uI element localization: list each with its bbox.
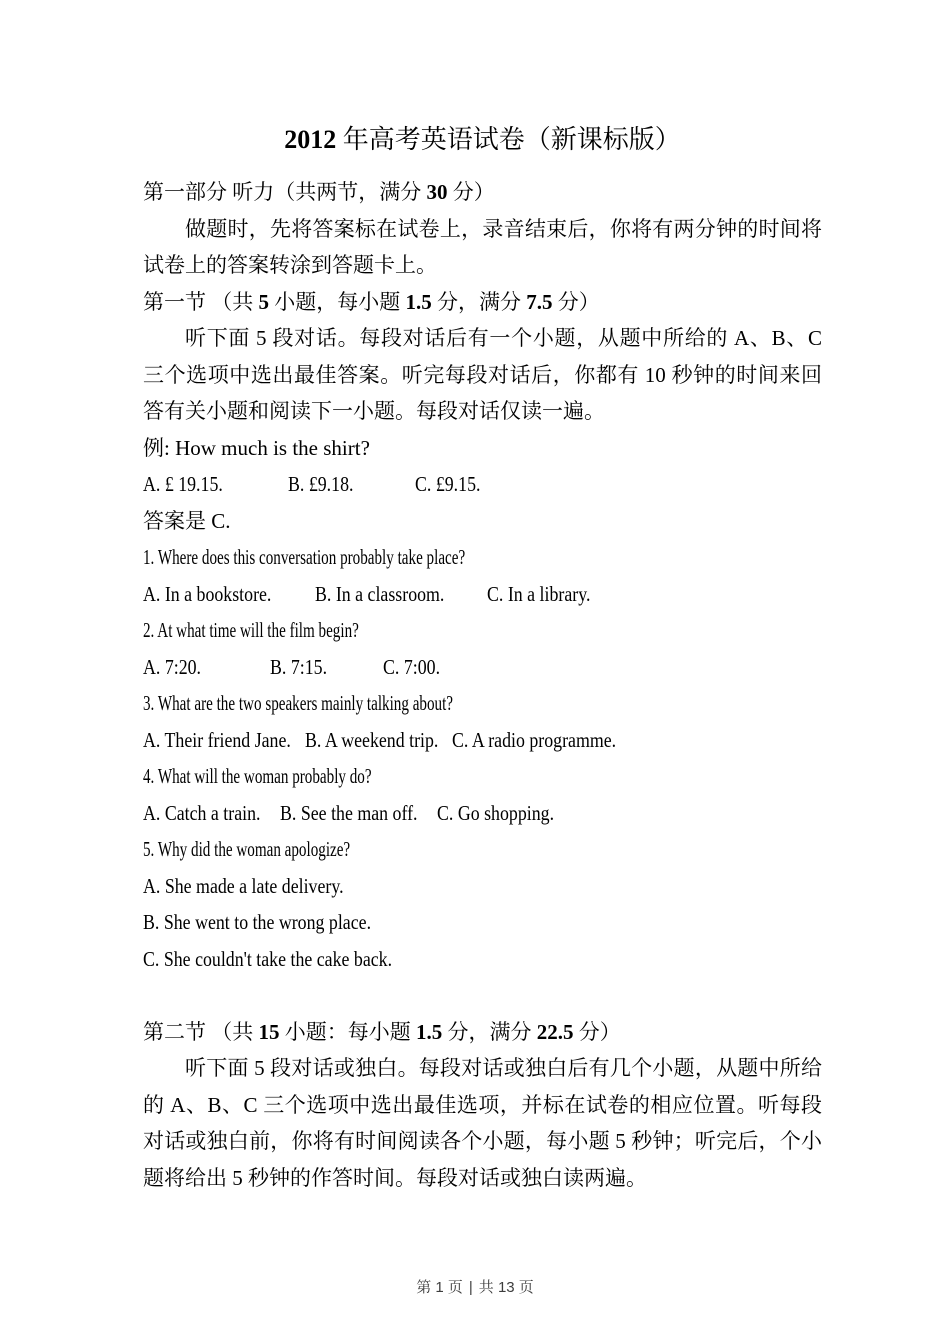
question-3-option-c: C. A radio programme. — [452, 727, 617, 752]
question-3-options-row — [143, 722, 822, 759]
section1-instructions: 听下面 5 段对话。每段对话后有一个小题，从题中所给的 A、B、C 三个选项中选出最佳答案。听完每段对话后，你都有 10 秒钟的时间来回答有关小题和阅读下一小题。每段对话仅读一遍。 — [143, 326, 822, 423]
question-1-options-row — [143, 576, 822, 613]
section2-heading-count: 15 — [258, 1019, 280, 1044]
question-1-option-a: A. In a bookstore. — [143, 581, 272, 606]
question-2-option-b: B. 7:15. — [270, 654, 328, 679]
question-4-prompt: 4. What will the woman probably do? — [143, 764, 372, 788]
question-1-option-b: B. In a classroom. — [315, 581, 445, 606]
example-option-b: B. £9.18. — [288, 472, 354, 496]
section2-heading-text-3: 分，满分 — [442, 1019, 537, 1044]
example-options-row — [143, 466, 822, 503]
title-text: 年高考英语试卷（新课标版） — [336, 125, 681, 154]
footer-current-page: 第 1 页 — [416, 1279, 463, 1296]
question-1-prompt: 1. Where does this conversation probably take place? — [143, 545, 466, 569]
question-4-option-c: C. Go shopping. — [437, 800, 555, 825]
section1-heading-text-1: 第一节 （共 — [143, 289, 259, 314]
part1-heading-score: 30 — [426, 180, 448, 204]
document-content — [143, 120, 822, 1196]
section1-heading-points-each: 1.5 — [405, 289, 432, 314]
question-5-option-a: A. She made a late delivery. — [143, 873, 344, 898]
question-4-option-a: A. Catch a train. — [143, 800, 261, 825]
document-title — [143, 120, 822, 160]
title-year: 2012 — [284, 125, 337, 154]
part1-heading-text: 第一部分 听力（共两节，满分 — [143, 180, 427, 204]
question-5-option-c: C. She couldn't take the cake back. — [143, 946, 393, 971]
section2-heading — [143, 1014, 822, 1051]
section2-instructions: 听下面 5 段对话或独白。每段对话或独白后有几个小题，从题中所给的 A、B、C 三个选项中选出最佳选项，并标在试卷的相应位置。听每段对话或独白前，你将有时间阅读各个小题，每小题 5 秒钟；听完后，个小题将给出 5 秒钟的作答时间。每段对话或独白读两遍。 — [143, 1056, 822, 1190]
section1-heading-text-4: 分） — [552, 289, 600, 314]
section2-heading-text-1: 第二节 （共 — [143, 1019, 259, 1044]
example-answer: 答案是 C. — [143, 508, 231, 533]
section1-heading-text-2: 小题，每小题 — [269, 289, 406, 314]
footer-separator: | — [468, 1279, 473, 1296]
part1-heading — [143, 174, 822, 211]
section1-heading-text-3: 分，满分 — [431, 289, 527, 314]
section1-heading-count: 5 — [258, 289, 269, 314]
section2-heading-points-each: 1.5 — [416, 1019, 443, 1044]
question-5-option-b: B. She went to the wrong place. — [143, 910, 372, 934]
question-5-prompt: 5. Why did the woman apologize? — [143, 837, 351, 861]
section1-heading — [143, 284, 822, 321]
question-3-prompt: 3. What are the two speakers mainly talking about? — [143, 691, 454, 715]
question-3-option-a: A. Their friend Jane. — [143, 727, 291, 752]
part1-intro-paragraph: 做题时，先将答案标在试卷上，录音结束后，你将有两分钟的时间将试卷上的答案转涂到答题卡上。 — [143, 216, 822, 277]
part1-heading-suffix: 分） — [447, 180, 495, 204]
question-1-option-c: C. In a library. — [487, 581, 591, 606]
page-footer — [0, 1278, 950, 1298]
example-option-c: C. £9.15. — [415, 472, 481, 496]
section2-heading-text-2: 小题：每小题 — [279, 1019, 416, 1044]
question-2-option-c: C. 7:00. — [383, 654, 441, 679]
question-2-prompt: 2. At what time will the film begin? — [143, 618, 359, 642]
question-4-option-b: B. See the man off. — [280, 800, 418, 825]
question-3-option-b: B. A weekend trip. — [305, 727, 439, 752]
question-2-option-a: A. 7:20. — [143, 654, 202, 679]
example-prompt: 例: How much is the shirt? — [143, 435, 370, 460]
section1-heading-points-total: 7.5 — [526, 289, 553, 314]
question-2-options-row — [143, 649, 822, 686]
footer-total-pages: 共 13 页 — [478, 1279, 534, 1296]
section2-heading-points-total: 22.5 — [536, 1019, 574, 1044]
question-4-options-row — [143, 795, 822, 832]
example-option-a: A. £ 19.15. — [143, 472, 223, 496]
section2-heading-text-4: 分） — [573, 1019, 621, 1044]
